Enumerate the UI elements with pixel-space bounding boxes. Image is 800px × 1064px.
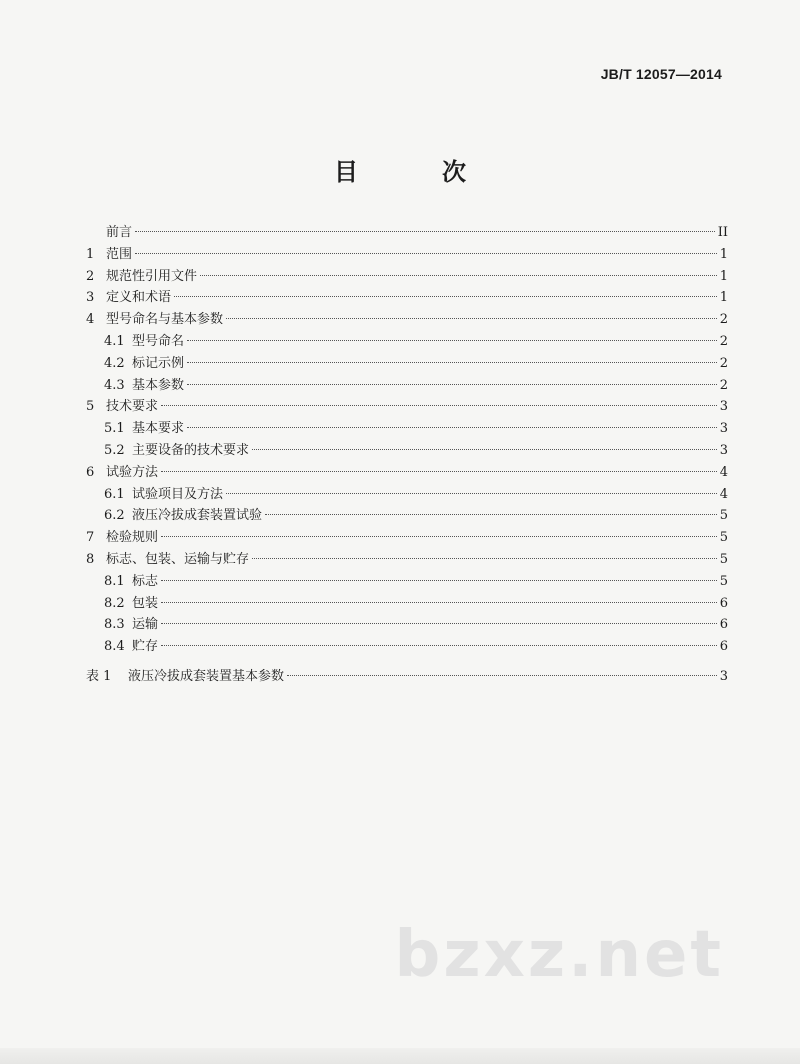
- entry-number: 8.2: [104, 595, 125, 611]
- watermark: bzxz.net: [394, 918, 724, 992]
- entry-page-number: 1: [719, 290, 728, 306]
- dot-leader: [161, 405, 717, 406]
- toc-entry[interactable]: [86, 396, 728, 418]
- toc-entry[interactable]: [86, 527, 728, 549]
- entry-page-number: 5: [719, 530, 728, 546]
- toc-entry[interactable]: [86, 331, 728, 353]
- entry-number: 4.3: [104, 377, 125, 393]
- dot-leader: [200, 275, 717, 276]
- entry-page-number: 4: [719, 464, 728, 480]
- dot-leader: [161, 645, 717, 646]
- entry-page-number: 1: [719, 268, 728, 284]
- toc-entry[interactable]: [86, 222, 728, 244]
- entry-page-number: 5: [719, 551, 728, 567]
- entry-page-number: 3: [719, 399, 728, 415]
- entry-number: 5.2: [104, 442, 125, 458]
- entry-number: 5: [86, 399, 95, 415]
- entry-title: 试验方法: [106, 464, 159, 480]
- page-bottom-edge: [0, 1048, 800, 1064]
- dot-leader: [265, 514, 717, 515]
- entry-page-number: 6: [719, 617, 728, 633]
- entry-page-number: 5: [719, 508, 728, 524]
- entry-page-number: 2: [719, 312, 728, 328]
- dot-leader: [252, 558, 717, 559]
- entry-title: 标记示例: [132, 355, 185, 371]
- dot-leader: [161, 602, 717, 603]
- entry-number: 表 1: [86, 669, 112, 684]
- entry-page-number: 4: [719, 486, 728, 502]
- entry-title: 主要设备的技术要求: [132, 442, 250, 458]
- dot-leader: [187, 384, 717, 385]
- toc-entry[interactable]: [86, 484, 728, 506]
- toc-entry[interactable]: [86, 244, 728, 266]
- dot-leader: [161, 536, 717, 537]
- entry-page-number: 2: [719, 333, 728, 349]
- entry-title: 液压冷拔成套装置试验: [132, 508, 263, 524]
- entry-title: 基本要求: [132, 421, 185, 437]
- entry-number: 4: [86, 312, 95, 328]
- dot-leader: [287, 675, 717, 676]
- entry-page-number: 2: [719, 377, 728, 393]
- entry-page-number: 6: [719, 639, 728, 655]
- toc-entry[interactable]: [86, 549, 728, 571]
- dot-leader: [135, 253, 717, 254]
- document-number: JB/T 12057—2014: [600, 66, 722, 82]
- dot-leader: [174, 296, 717, 297]
- entry-number: 4.1: [104, 333, 125, 349]
- entry-number: 8.1: [104, 573, 125, 589]
- toc-entry[interactable]: [86, 614, 728, 636]
- entry-number: 6: [86, 464, 95, 480]
- entry-number: 4.2: [104, 355, 125, 371]
- entry-title: 检验规则: [106, 530, 159, 546]
- entry-page-number: 3: [719, 421, 728, 437]
- entry-title: 标志: [132, 573, 159, 589]
- entry-page-number: II: [717, 225, 728, 240]
- toc-entry[interactable]: [86, 505, 728, 527]
- entry-title: 技术要求: [106, 399, 159, 415]
- page-title: 目 次: [334, 157, 496, 186]
- entry-title: 型号命名与基本参数: [106, 312, 224, 328]
- toc-entry[interactable]: [86, 353, 728, 375]
- entry-title: 范围: [106, 246, 133, 262]
- dot-leader: [252, 449, 717, 450]
- entry-title: 贮存: [132, 639, 159, 655]
- entry-number: 8.3: [104, 617, 125, 633]
- entry-title: 标志、包装、运输与贮存: [106, 551, 250, 567]
- toc-entry[interactable]: [86, 418, 728, 440]
- toc-entry[interactable]: [86, 593, 728, 615]
- toc-entry[interactable]: [86, 309, 728, 331]
- entry-number: 8.4: [104, 639, 125, 655]
- entry-page-number: 6: [719, 595, 728, 611]
- entry-page-number: 5: [719, 573, 728, 589]
- entry-title: 前言: [106, 225, 133, 240]
- dot-leader: [187, 427, 717, 428]
- entry-title: 试验项目及方法: [132, 486, 224, 502]
- entry-number: 6.2: [104, 508, 125, 524]
- entry-title: 规范性引用文件: [106, 268, 198, 284]
- entry-page-number: 3: [719, 669, 728, 684]
- entry-number: 2: [86, 268, 95, 284]
- toc-entry[interactable]: [86, 571, 728, 593]
- entry-title: 基本参数: [132, 377, 185, 393]
- toc-entry[interactable]: [86, 440, 728, 462]
- dot-leader: [161, 623, 717, 624]
- dot-leader: [187, 362, 717, 363]
- entry-title: 液压冷拔成套装置基本参数: [128, 669, 285, 684]
- dot-leader: [161, 580, 717, 581]
- entry-title: 运输: [132, 617, 159, 633]
- entry-title: 包装: [132, 595, 159, 611]
- entry-number: 5.1: [104, 421, 125, 437]
- table-of-contents: [86, 222, 728, 658]
- dot-leader: [135, 231, 715, 232]
- entry-number: 3: [86, 290, 95, 306]
- toc-entry[interactable]: [86, 375, 728, 397]
- toc-entry[interactable]: [86, 636, 728, 658]
- dot-leader: [226, 318, 717, 319]
- dot-leader: [161, 471, 717, 472]
- entry-number: 7: [86, 530, 95, 546]
- dot-leader: [187, 340, 717, 341]
- entry-number: 8: [86, 551, 95, 567]
- toc-entry[interactable]: [86, 266, 728, 288]
- entry-number: 1: [86, 246, 95, 262]
- list-of-tables: [86, 666, 728, 688]
- entry-page-number: 3: [719, 442, 728, 458]
- entry-number: 6.1: [104, 486, 125, 502]
- table-list-entry[interactable]: [86, 666, 728, 688]
- entry-title: 定义和术语: [106, 290, 172, 306]
- toc-entry[interactable]: [86, 287, 728, 309]
- toc-entry[interactable]: [86, 462, 728, 484]
- entry-title: 型号命名: [132, 333, 185, 349]
- entry-page-number: 1: [719, 246, 728, 262]
- entry-page-number: 2: [719, 355, 728, 371]
- dot-leader: [226, 493, 717, 494]
